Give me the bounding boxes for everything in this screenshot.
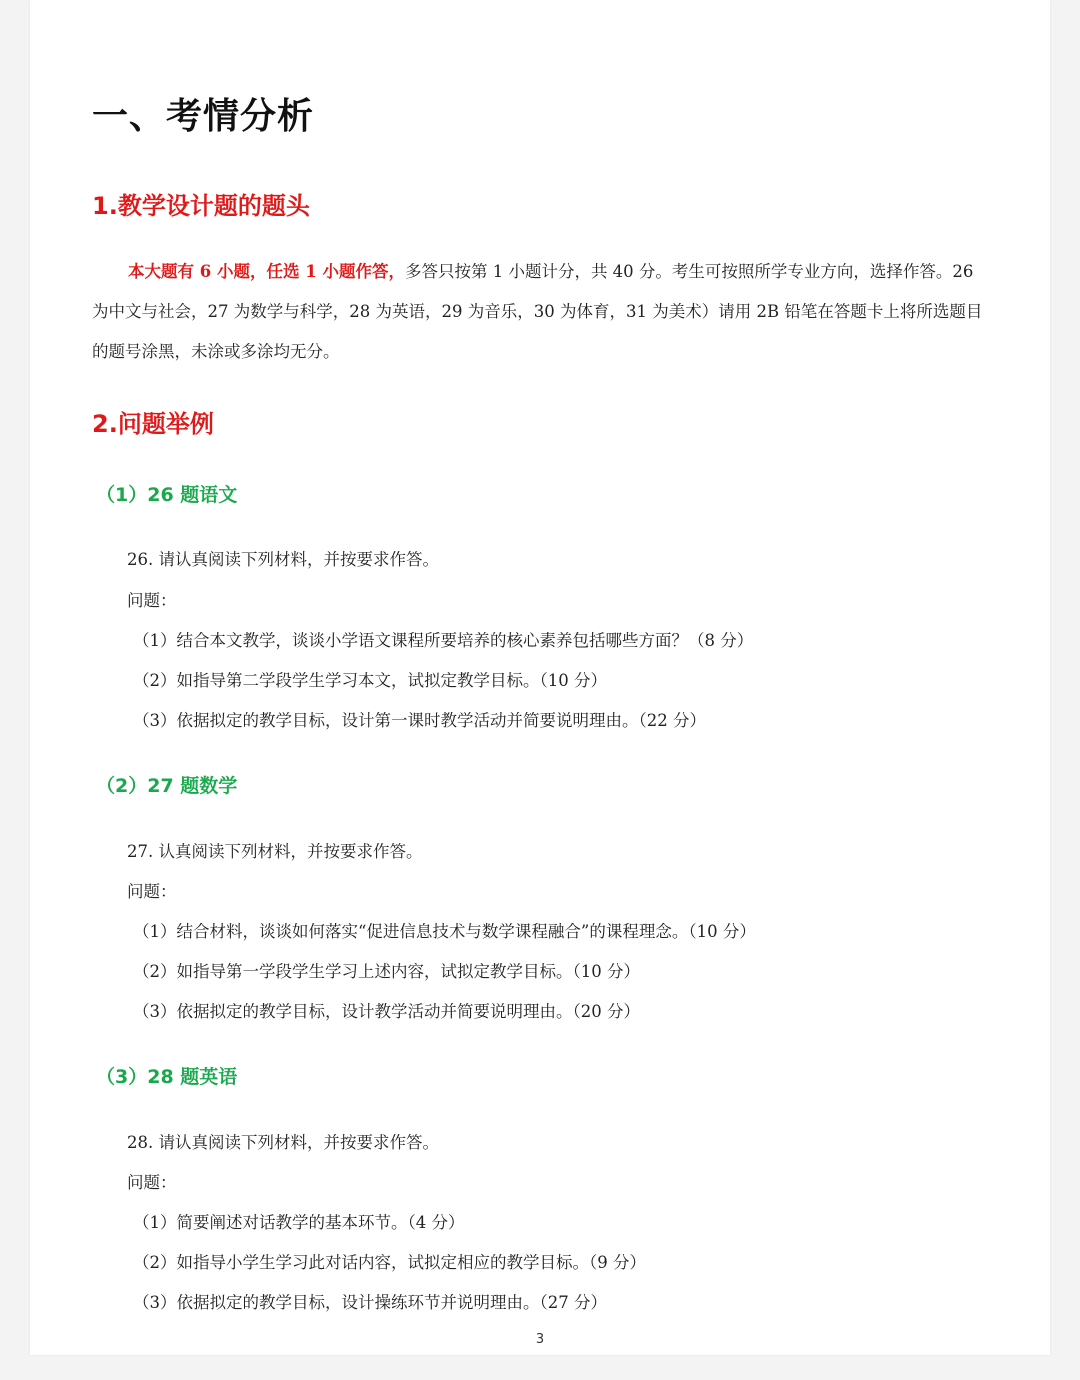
question-item: （1）结合本文教学，谈谈小学语文课程所要培养的核心素养包括哪些方面？（8 分） xyxy=(133,631,754,650)
document-page xyxy=(30,0,1050,1355)
section-title-header: 1.教学设计题的题头 xyxy=(92,192,310,220)
question-item: （2）如指导第一学段学生学习上述内容，试拟定教学目标。（10 分） xyxy=(133,962,640,981)
question-item: （3）依据拟定的教学目标，设计操练环节并说明理由。（27 分） xyxy=(133,1293,607,1312)
example-prompt: 27. 认真阅读下列材料，并按要求作答。 xyxy=(127,842,423,861)
question-item: （2）如指导第二学段学生学习本文，试拟定教学目标。（10 分） xyxy=(133,671,607,690)
example-title-chinese: （1）26 题语文 xyxy=(96,484,238,506)
question-label: 问题： xyxy=(127,882,177,901)
question-item: （1）简要阐述对话教学的基本环节。（4 分） xyxy=(133,1213,465,1232)
question-item: （3）依据拟定的教学目标，设计教学活动并简要说明理由。（20 分） xyxy=(133,1002,640,1021)
question-item: （2）如指导小学生学习此对话内容，试拟定相应的教学目标。（9 分） xyxy=(133,1253,646,1272)
intro-emphasis: 本大题有 6 小题，任选 1 小题作答， xyxy=(128,262,405,281)
question-label: 问题： xyxy=(127,1173,177,1192)
page-heading: 一、考情分析 xyxy=(92,96,315,137)
question-item: （3）依据拟定的教学目标，设计第一课时教学活动并简要说明理由。（22 分） xyxy=(133,711,706,730)
example-title-math: （2）27 题数学 xyxy=(96,775,238,797)
page-number: 3 xyxy=(535,1332,545,1347)
question-label: 问题： xyxy=(127,591,177,610)
example-prompt: 28. 请认真阅读下列材料，并按要求作答。 xyxy=(127,1133,439,1152)
intro-text: 多答只按第 1 小题计分，共 40 分。考生可按照所学专业方向，选择作答。26 为中文与社会，27 为数学与科学，28 为英语，29 为音乐，30 为体育，31 为美术）请用 2B 铅笔在答题卡上将所选题目的题号涂黑，未涂或多涂均无分。 xyxy=(92,262,983,361)
section-title-examples: 2.问题举例 xyxy=(92,410,214,438)
example-prompt: 26. 请认真阅读下列材料，并按要求作答。 xyxy=(127,550,439,569)
question-item: （1）结合材料，谈谈如何落实“促进信息技术与数学课程融合”的课程理念。（10 分） xyxy=(133,922,756,941)
intro-paragraph xyxy=(92,252,992,372)
example-title-english: （3）28 题英语 xyxy=(96,1066,238,1088)
